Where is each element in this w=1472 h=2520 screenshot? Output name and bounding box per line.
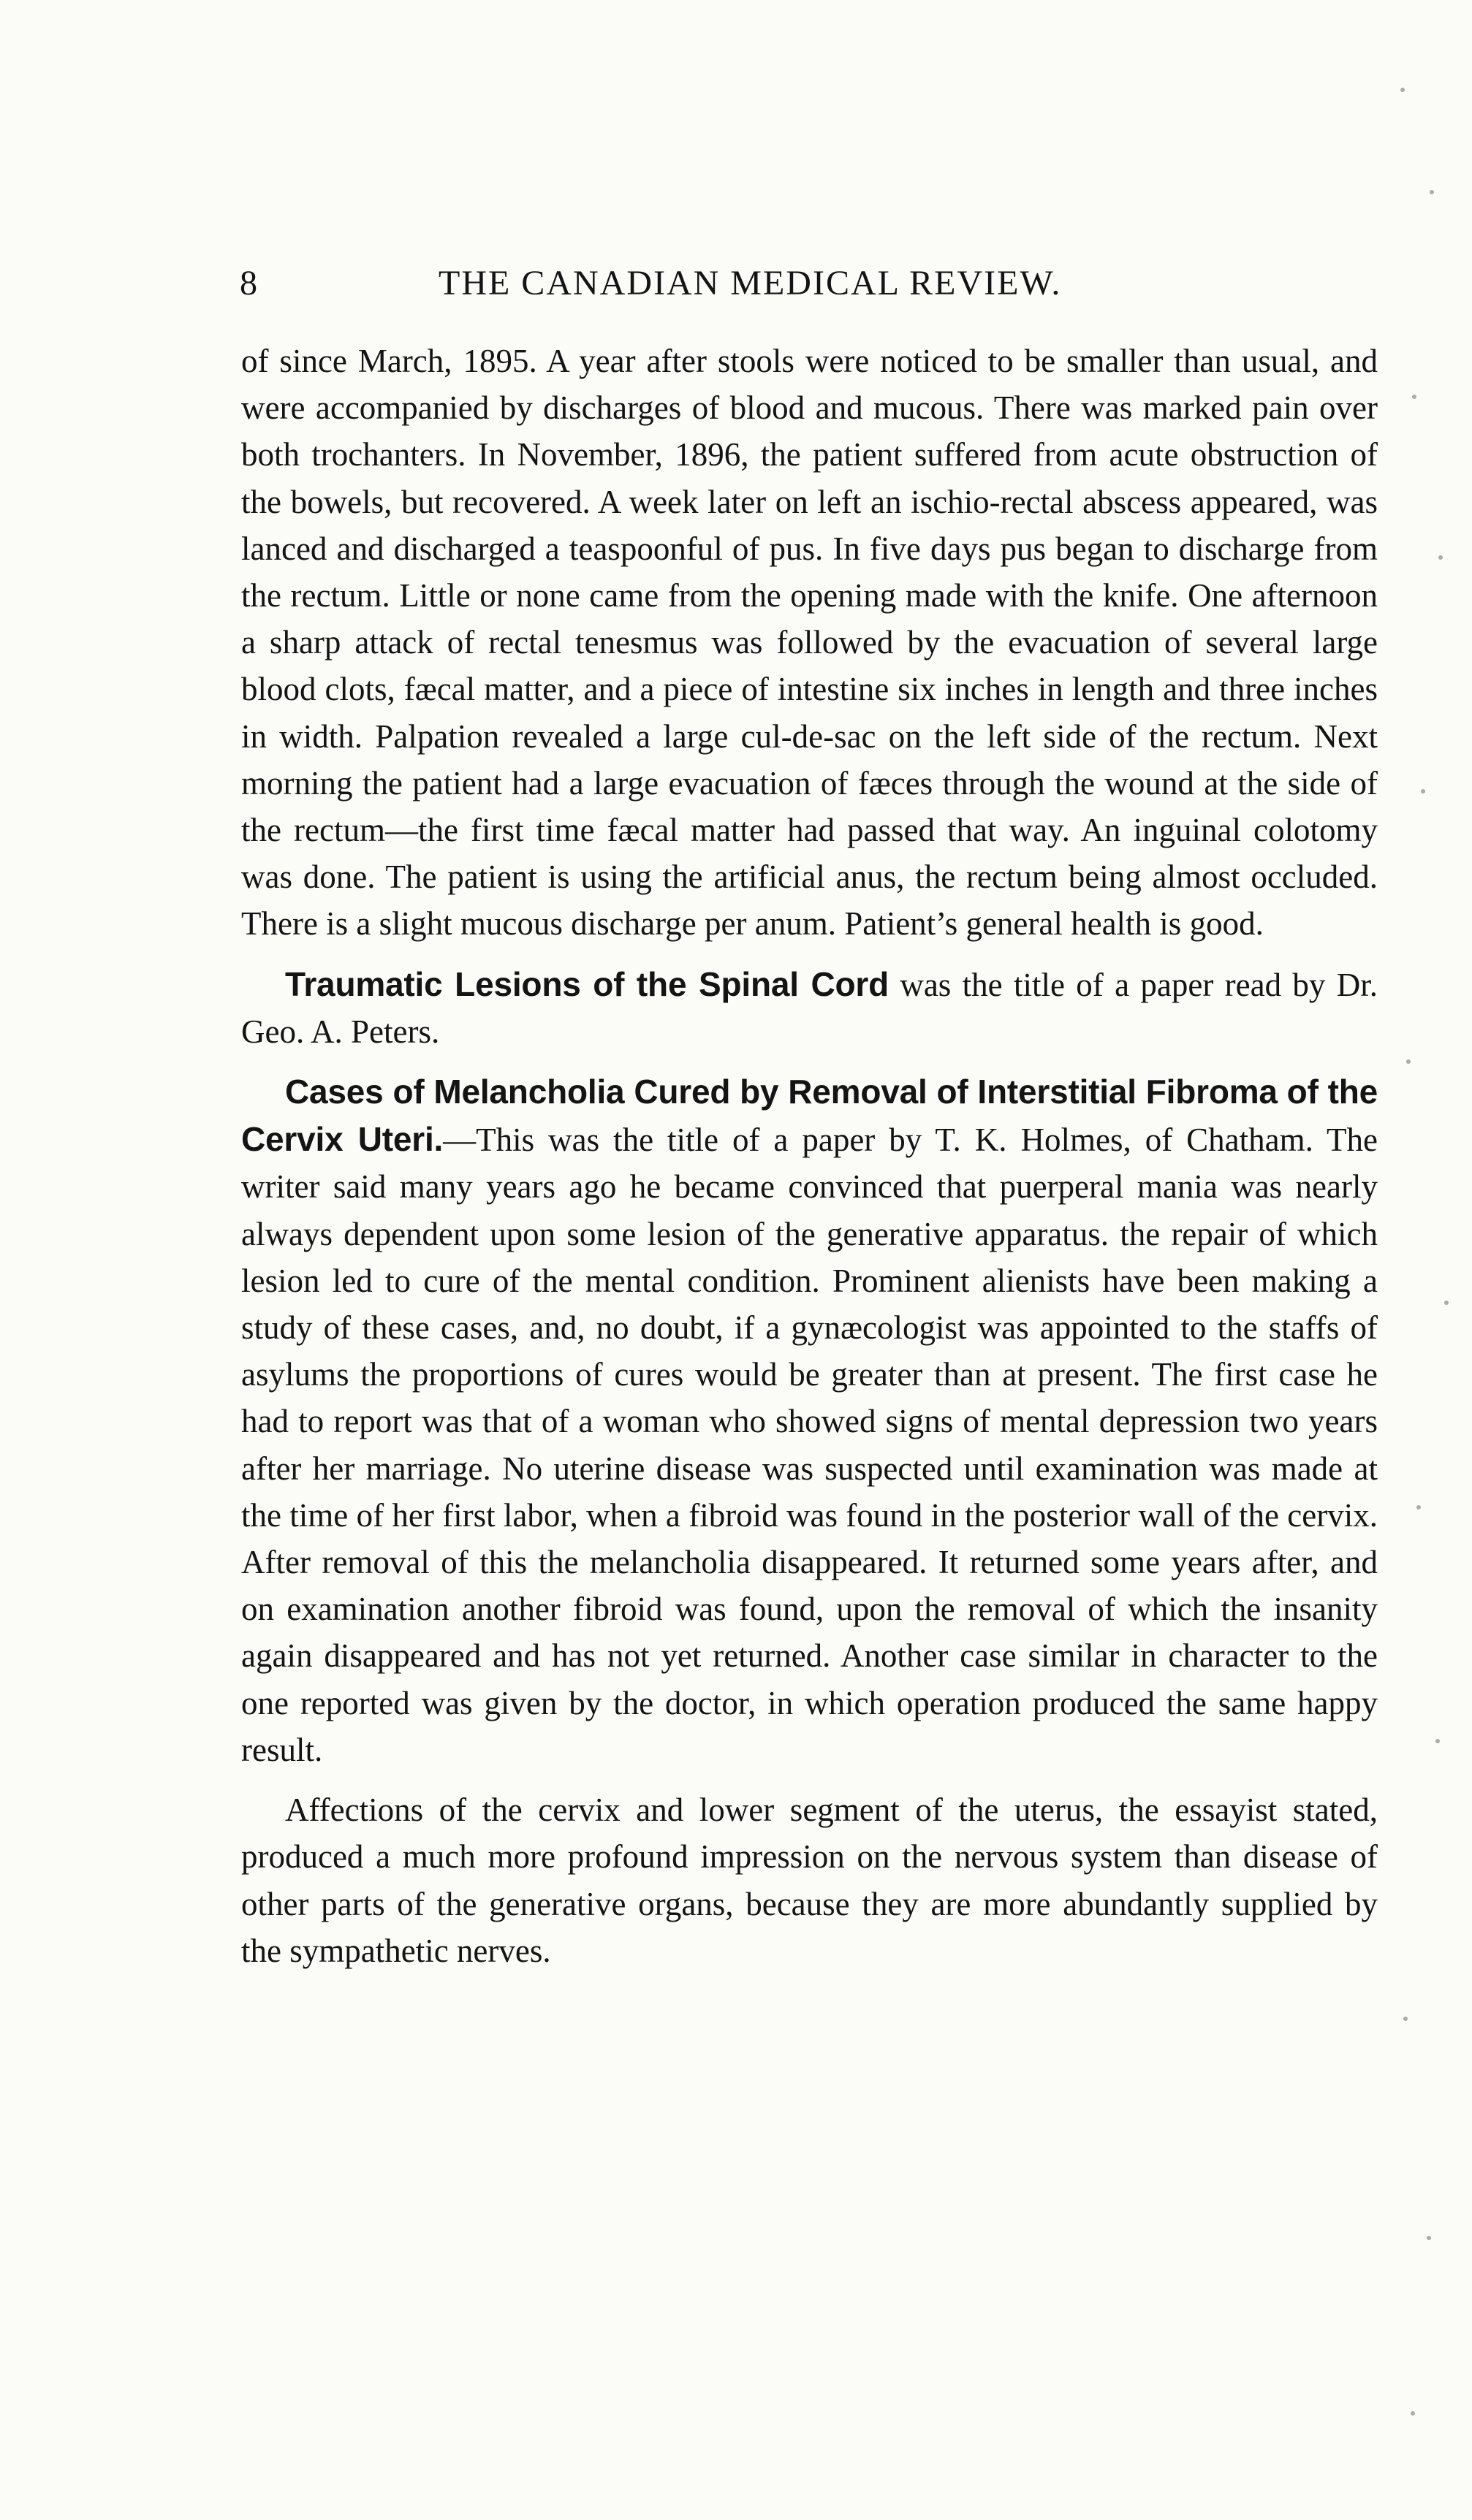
section-heading-traumatic-lesions: Traumatic Lesions of the Spinal Cord xyxy=(285,964,889,1003)
paragraph-melancholia xyxy=(241,1068,1378,1773)
paragraph-traumatic-lesions-text: was the title of a paper read by Dr. Geo. A. Peters. xyxy=(241,966,1378,1050)
paragraph-melancholia-text: —This was the title of a paper by T. K. Holmes, of Chatham. The writer said many years ago he became convinced that puerperal mania was nearly always dependent upon some lesion of the generative apparatus. the repair of which lesion led to cure of the mental condition. Prominent alienists have been making a study of these cases, and, no doubt, if a gynæcologist was appointed to the staffs of asylums the proportions of cures would be greater than at present. The first case he had to report was that of a woman who showed signs of mental depression two years after her marriage. No uterine disease was suspected until examination was made at the time of her first labor, when a fibroid was found in the posterior wall of the cervix. After removal of this the melancholia disappeared. It returned some years after, and on examination another fibroid was found, upon the removal of which the insanity again disappeared and has not yet returned. Another case similar in character to the one reported was given by the doctor, in which operation produced the same happy result. xyxy=(241,1122,1378,1768)
page-number: 8 xyxy=(240,264,259,302)
body-text xyxy=(241,338,1378,1974)
edge-noise xyxy=(1384,0,1472,2520)
paragraph-continuation: of since March, 1895. A year after stools were noticed to be smaller than usual, and were accompanied by discharges of blood and mucous. There was marked pain over both trochanters. In November, 1896, the patient suffered from acute obstruction of the bowels, but recovered. A week later on left an ischio-rectal abscess appeared, was lanced and discharged a teaspoonful of pus. In five days pus began to discharge from the rectum. Little or none came from the opening made with the knife. One afternoon a sharp attack of rectal tenesmus was followed by the evacuation of several large blood clots, fæcal matter, and a piece of intestine six inches in length and three inches in width. Palpation revealed a large cul-de-sac on the left side of the rectum. Next morning the patient had a large evacuation of fæces through the wound at the side of the rectum—the first time fæcal matter had passed that way. An inguinal colotomy was done. The patient is using the artificial anus, the rectum being almost occluded. There is a slight mucous discharge per anum. Patient’s general health is good. xyxy=(241,343,1378,943)
paragraph-cervix-affections: Affections of the cervix and lower segment of the uterus, the essayist stated, produced a much more profound impression on the nervous system than disease of other parts of the generative organs, because they are more abundantly supplied by the sympathetic nerves. xyxy=(241,1792,1378,1969)
section-heading-melancholia: Cases of Melancholia Cured by Removal of Interstitial Fibroma of the Cervix Uteri. xyxy=(241,1073,1378,1159)
page-header xyxy=(240,263,1197,314)
running-head: THE CANADIAN MEDICAL REVIEW. xyxy=(439,264,1062,302)
paragraph-traumatic-lesions xyxy=(241,961,1378,1055)
